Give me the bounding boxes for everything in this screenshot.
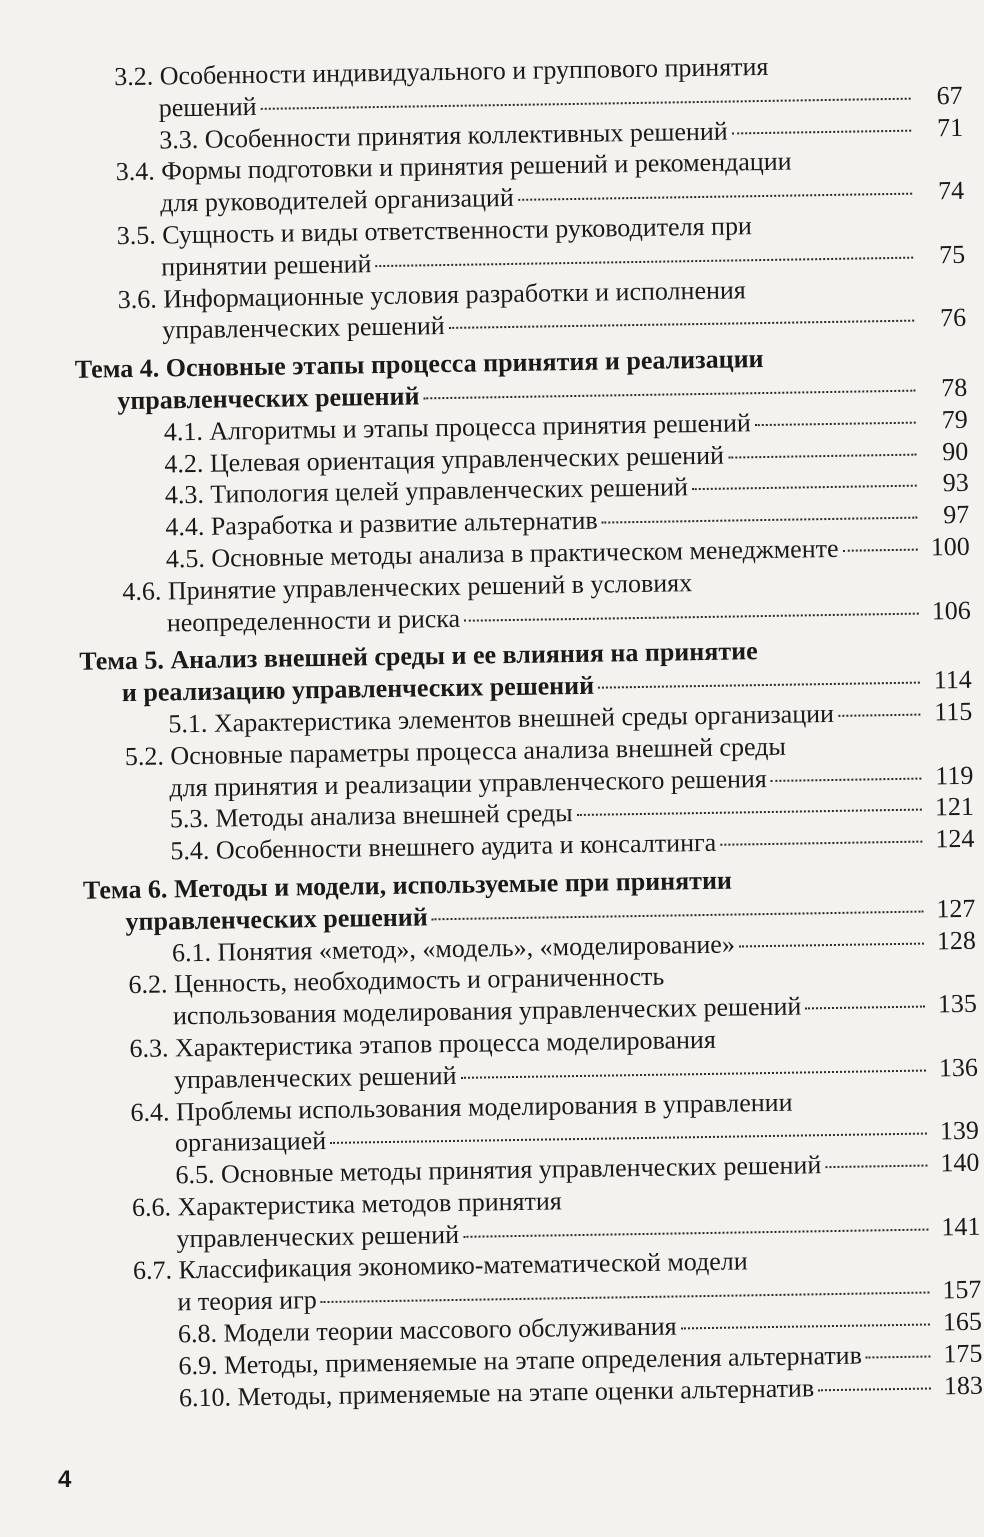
- dot-leader: [598, 682, 920, 689]
- toc-page-number[interactable]: 79: [941, 404, 968, 434]
- toc-entry-number: 6.6.: [131, 1192, 172, 1222]
- toc-page-number[interactable]: 175: [943, 1338, 983, 1369]
- dot-leader: [805, 1006, 925, 1010]
- toc-entry-number: Тема 4.: [74, 353, 160, 385]
- toc-entry-title: Алгоритмы и этапы процесса принятия решений: [209, 407, 752, 446]
- toc-entry-title: Методы, применяемые на этапе определения альтернатив: [223, 1340, 863, 1380]
- toc-entry-title: Типология целей управленческих решений: [210, 472, 689, 510]
- toc-page-number[interactable]: 141: [941, 1211, 981, 1242]
- toc-entry-title: Анализ внешней среды и ее влияния на принятие: [170, 636, 758, 675]
- toc-page-number[interactable]: 135: [937, 988, 978, 1019]
- dot-leader: [818, 1387, 931, 1391]
- dot-leader: [739, 942, 924, 947]
- dot-leader: [825, 1165, 927, 1169]
- toc-entry-title: Модели теории массового обслуживания: [223, 1311, 677, 1348]
- toc-page-number[interactable]: 67: [936, 80, 963, 111]
- toc-page-number[interactable]: 78: [940, 372, 968, 403]
- toc-page-number[interactable]: 71: [936, 112, 964, 142]
- toc-entry-title: Методы анализа внешней среды: [215, 798, 573, 834]
- toc-entry-number: 6.8.: [177, 1318, 218, 1349]
- toc-entry-text: [175, 1125, 327, 1159]
- toc-entry-title: Проблемы использования моделирования в управлении: [175, 1087, 793, 1126]
- dot-leader: [424, 390, 916, 400]
- toc-entry-title: Информационные условия разработки и исполнения: [162, 274, 746, 314]
- dot-leader: [771, 777, 922, 781]
- dot-leader: [732, 129, 912, 134]
- toc-entry-title: Понятия «метод», «модель», «моделирование»: [217, 929, 736, 967]
- toc-page-number[interactable]: 127: [936, 893, 976, 924]
- toc-entry-number: 4.1.: [163, 416, 204, 447]
- toc-entry-number: 6.5.: [175, 1159, 215, 1190]
- toc-entry-title: решений: [158, 91, 257, 123]
- toc-page-number[interactable]: 114: [933, 664, 973, 695]
- toc-entry-number: 4.3.: [164, 480, 205, 510]
- toc-page-number[interactable]: 119: [935, 760, 974, 790]
- toc-page-number[interactable]: 106: [931, 595, 971, 625]
- toc-page-number[interactable]: 75: [938, 239, 966, 270]
- toc-entry-text: [117, 380, 420, 417]
- toc-entry-title: Основные параметры процесса анализа внешней среды: [170, 731, 787, 771]
- toc-entry-title: Целевая ориентация управленческих решений: [209, 440, 725, 478]
- toc-entry-text: [125, 901, 428, 938]
- page-number: 4: [58, 1466, 72, 1493]
- toc-entry-number: 6.1.: [171, 937, 212, 967]
- toc-entry-title: Особенности принятия коллективных решений: [204, 116, 728, 154]
- dot-leader: [321, 1292, 930, 1304]
- dot-leader: [461, 1069, 926, 1078]
- toc-entry-title: организацией: [174, 1126, 327, 1158]
- dot-leader: [843, 549, 918, 552]
- toc-entry-title: управленческих решений: [173, 1060, 457, 1095]
- toc-entry-title: Формы подготовки и принятия решений и рекомендации: [161, 146, 792, 186]
- toc-page-number[interactable]: 140: [940, 1147, 980, 1178]
- toc-page-number[interactable]: 124: [935, 823, 975, 854]
- toc-entry-number: 5.1.: [168, 708, 208, 739]
- dot-leader: [728, 453, 916, 458]
- toc-entry-title: и реализацию управленческих решений: [121, 670, 595, 708]
- toc-entry-number: 4.5.: [165, 543, 206, 574]
- toc-entry-number: Тема 6.: [82, 874, 168, 905]
- toc-page: [62, 48, 984, 1462]
- table-of-contents: [62, 48, 983, 1415]
- toc-entry-title: Характеристика этапов процесса моделирования: [174, 1024, 717, 1063]
- toc-entry-number: 6.3.: [129, 1033, 169, 1063]
- toc-entry-text: [177, 1284, 317, 1318]
- toc-page-number[interactable]: 136: [938, 1052, 979, 1083]
- toc-entry-number: 3.4.: [115, 156, 155, 187]
- dot-leader: [692, 485, 917, 491]
- toc-entry-number: 3.3.: [159, 124, 199, 155]
- toc-entry-title: Ценность, необходимость и ограниченность: [173, 961, 665, 999]
- toc-entry-title: Особенности индивидуального и группового принятия: [159, 51, 769, 91]
- toc-entry-number: 3.6.: [117, 284, 157, 314]
- toc-entry-title: Сущность и виды ответственности руководителя при: [162, 211, 753, 250]
- toc-entry-number: Тема 5.: [79, 645, 165, 677]
- toc-entry-title: Характеристика методов принятия: [177, 1186, 562, 1222]
- toc-entry-title: Классификация экономико-математической модели: [178, 1246, 748, 1285]
- dot-leader: [464, 612, 919, 621]
- toc-entry-text: [132, 1186, 562, 1222]
- toc-page-number[interactable]: 165: [942, 1306, 983, 1337]
- dot-leader: [720, 841, 922, 846]
- toc-entry-number: 4.2.: [164, 448, 204, 479]
- dot-leader: [432, 910, 924, 920]
- toc-entry-title: для руководителей организаций: [160, 183, 514, 218]
- toc-entry-title: Особенности внешнего аудита и консалтинга: [215, 827, 717, 865]
- toc-entry-title: Основные методы анализа в практическом менеджменте: [211, 533, 839, 573]
- toc-entry-number: 3.2.: [114, 61, 154, 92]
- toc-page-number[interactable]: 115: [934, 696, 973, 727]
- toc-entry-number: 5.4.: [170, 835, 210, 866]
- toc-entry-title: Основные этапы процесса принятия и реализации: [165, 344, 764, 383]
- toc-entry-title: управленческих решений: [161, 311, 445, 345]
- toc-section-entry: [65, 270, 966, 348]
- dot-leader: [577, 809, 922, 816]
- toc-entry-text: [158, 91, 256, 124]
- toc-entry-number: 4.6.: [122, 576, 162, 606]
- toc-entry-title: и теория игр: [177, 1285, 317, 1317]
- toc-page-number[interactable]: 97: [942, 499, 970, 530]
- dot-leader: [330, 1133, 927, 1144]
- dot-leader: [681, 1324, 930, 1330]
- toc-entry-text: [162, 310, 445, 346]
- toc-page-number[interactable]: 121: [934, 792, 975, 822]
- toc-page-number[interactable]: 183: [943, 1370, 984, 1400]
- toc-entry-title: Методы, применяемые на этапе оценки альтернатив: [237, 1373, 815, 1412]
- toc-page-number[interactable]: 157: [942, 1274, 982, 1305]
- toc-entry-number: 6.4.: [130, 1096, 170, 1127]
- toc-page-number[interactable]: 93: [942, 468, 969, 498]
- dot-leader: [866, 1355, 931, 1358]
- toc-entry-number: 5.3.: [169, 804, 210, 834]
- toc-entry-title: управленческих решений: [176, 1219, 460, 1254]
- toc-entry-title: Основные методы принятия управленческих решений: [220, 1150, 822, 1189]
- toc-entry-number: 3.5.: [116, 220, 156, 251]
- toc-page-number[interactable]: 139: [939, 1116, 980, 1146]
- toc-entry-number: 4.4.: [165, 511, 205, 542]
- toc-page-number[interactable]: 90: [941, 436, 969, 466]
- dot-leader: [518, 193, 912, 201]
- toc-entry-number: 6.2.: [128, 969, 168, 1000]
- dot-leader: [449, 320, 914, 329]
- toc-entry-number: 5.2.: [124, 741, 165, 771]
- toc-entry-title: управленческих решений: [117, 381, 420, 416]
- toc-entry-title: Характеристика элементов внешней среды организации: [213, 698, 835, 738]
- toc-entry-title: использования моделирования управленческих решений: [172, 991, 802, 1031]
- toc-entry-number: 6.7.: [132, 1255, 173, 1286]
- dot-leader: [463, 1228, 928, 1237]
- dot-leader: [602, 517, 918, 524]
- toc-entry-title: Методы и модели, используемые при принятии: [173, 865, 733, 904]
- toc-entry-text: [161, 248, 372, 283]
- dot-leader: [838, 714, 920, 717]
- toc-entry-text: [174, 1060, 457, 1096]
- toc-page-number[interactable]: 74: [937, 176, 965, 206]
- dot-leader: [755, 421, 916, 426]
- toc-page-number[interactable]: 128: [936, 925, 977, 955]
- toc-entry-number: 6.9.: [178, 1350, 218, 1381]
- dot-leader: [375, 256, 913, 266]
- toc-entry-title: неопределенности и риска: [166, 603, 461, 637]
- toc-section-entry: [70, 563, 971, 641]
- toc-entry-title: управленческих решений: [125, 902, 428, 936]
- toc-entry-title: принятии решений: [161, 248, 372, 282]
- toc-page-number[interactable]: 100: [930, 531, 970, 562]
- toc-entry-title: Разработка и развитие альтернатив: [210, 505, 598, 541]
- dot-leader: [261, 97, 911, 109]
- toc-page-number[interactable]: 76: [939, 303, 967, 333]
- toc-entry-title: Принятие управленческих решений в условиях: [167, 567, 693, 606]
- toc-entry-text: [167, 602, 461, 638]
- toc-entry-text: [176, 1219, 459, 1255]
- toc-entry-number: 6.10.: [178, 1382, 232, 1412]
- toc-entry-title: для принятия и реализации управленческого решения: [169, 763, 767, 802]
